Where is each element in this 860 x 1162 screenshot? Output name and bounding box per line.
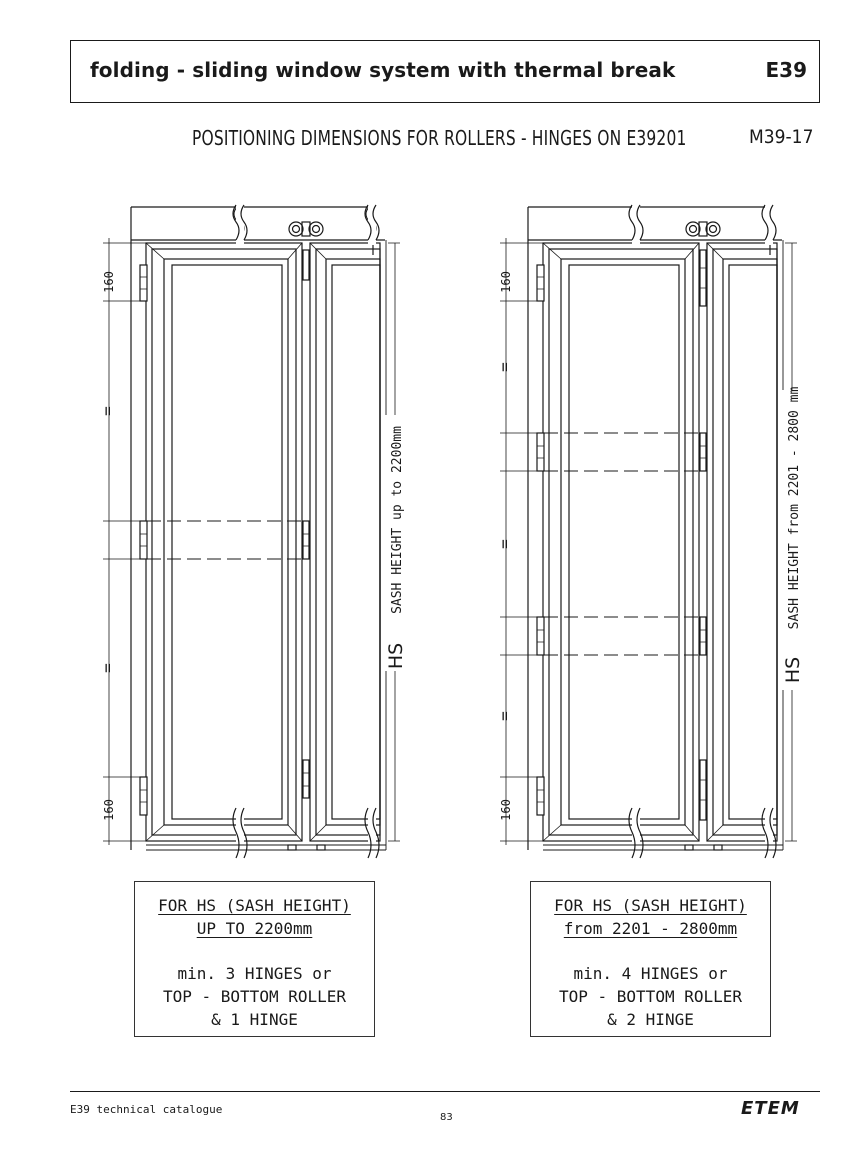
caption-left-line1: FOR HS (SASH HEIGHT) — [158, 896, 351, 915]
left-dim-top: 160 — [102, 271, 116, 293]
footer-page-number: 83 — [440, 1112, 453, 1123]
left-window-drawing — [103, 205, 400, 863]
left-dim-bottom: 160 — [102, 799, 116, 821]
caption-right-line2: from 2201 - 2800mm — [563, 919, 738, 938]
right-equal-2: = — [495, 539, 514, 549]
footer-rule — [70, 1091, 820, 1092]
caption-left-line3: min. 3 HINGES or — [177, 964, 332, 983]
right-window-drawing — [500, 205, 797, 863]
right-hs-label: HS — [782, 656, 804, 684]
caption-left-line2: UP TO 2200mm — [196, 919, 313, 938]
left-equal-1: = — [98, 406, 117, 416]
caption-left-line4: TOP - BOTTOM ROLLER — [162, 987, 347, 1006]
right-dim-bottom: 160 — [499, 799, 513, 821]
diagram-title: POSITIONING DIMENSIONS FOR ROLLERS - HINGES ON E39201 — [192, 126, 687, 150]
caption-left-line5: & 1 HINGE — [211, 1010, 298, 1029]
right-equal-3: = — [495, 711, 514, 721]
caption-right-line4: TOP - BOTTOM ROLLER — [558, 987, 743, 1006]
right-hs-text: SASH HEIGHT from 2201 - 2800 mm — [787, 386, 802, 630]
diagram-code: M39-17 — [749, 126, 814, 148]
header-code: E39 — [765, 58, 807, 82]
caption-right — [530, 881, 771, 1037]
right-equal-1: = — [495, 362, 514, 372]
left-hs-text: SASH HEIGHT up to 2200mm — [390, 426, 405, 614]
right-dim-top: 160 — [499, 271, 513, 293]
caption-right-line1: FOR HS (SASH HEIGHT) — [554, 896, 747, 915]
left-equal-2: = — [98, 663, 117, 673]
brand-logo: ETEM — [741, 1098, 800, 1119]
caption-right-line5: & 2 HINGE — [607, 1010, 694, 1029]
left-hs-label: HS — [385, 642, 407, 670]
footer-catalogue: E39 technical catalogue — [70, 1103, 223, 1116]
caption-left — [134, 881, 375, 1037]
caption-right-line3: min. 4 HINGES or — [573, 964, 728, 983]
header-title: folding - sliding window system with thermal break — [90, 58, 676, 82]
